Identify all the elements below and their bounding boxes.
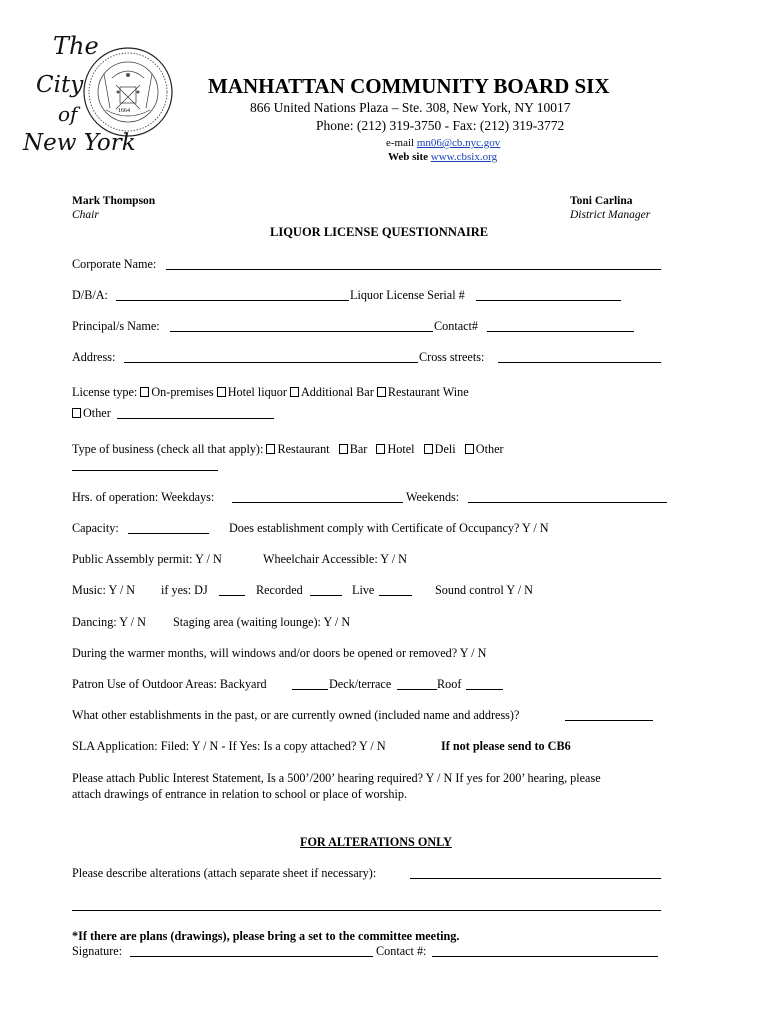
wheelchair-question: Wheelchair Accessible: Y / N xyxy=(263,552,407,566)
cross-streets-label: Cross streets: xyxy=(419,350,485,364)
contact-label: Contact# xyxy=(434,319,479,333)
public-interest-line1: Please attach Public Interest Statement, Is a 500’/200’ hearing required? Y / N If yes for 200’ hearing, please xyxy=(72,771,601,785)
weekends-label: Weekends: xyxy=(406,490,460,504)
address-label: Address: xyxy=(72,350,116,364)
hours-label: Hrs. of operation: Weekdays: xyxy=(72,490,215,504)
checkbox-icon[interactable] xyxy=(465,444,474,454)
website-link[interactable]: www.cbsix.org xyxy=(430,151,498,163)
contact2-field[interactable] xyxy=(432,944,658,957)
staging-question: Staging area (waiting lounge): Y / N xyxy=(173,615,351,629)
principal-field[interactable] xyxy=(170,319,433,332)
checkbox-icon[interactable] xyxy=(290,387,299,397)
plans-note: *If there are plans (drawings), please bring a set to the committee meeting. xyxy=(72,929,460,943)
signature-field[interactable] xyxy=(130,944,373,957)
business-option-deli[interactable]: Deli xyxy=(424,442,456,456)
sound-control-question: Sound control Y / N xyxy=(435,583,533,597)
checkbox-icon[interactable] xyxy=(424,444,433,454)
deck-label: Deck/terrace xyxy=(329,677,392,691)
alterations-field-1[interactable] xyxy=(410,866,661,879)
dm-title: District Manager xyxy=(570,209,651,221)
checkbox-icon[interactable] xyxy=(266,444,275,454)
license-option-restaurant-wine[interactable]: Restaurant Wine xyxy=(377,385,469,399)
business-option-restaurant[interactable]: Restaurant xyxy=(266,442,329,456)
corporate-name-label: Corporate Name: xyxy=(72,257,157,271)
sla-question: SLA Application: Filed: Y / N - If Yes: Is a copy attached? Y / N xyxy=(72,739,386,753)
serial-label: Liquor License Serial # xyxy=(350,288,465,302)
chair-title: Chair xyxy=(72,209,99,221)
chair-name: Mark Thompson xyxy=(72,195,156,207)
recorded-label: Recorded xyxy=(256,583,303,597)
dj-label: if yes: DJ xyxy=(161,583,208,597)
occupancy-question: Does establishment comply with Certificate of Occupancy? Y / N xyxy=(229,521,549,535)
license-option-other[interactable]: Other xyxy=(72,406,111,421)
checkbox-icon[interactable] xyxy=(140,387,149,397)
other-establishments-question: What other establishments in the past, or are currently owned (included name and address)? xyxy=(72,708,520,722)
weekdays-field[interactable] xyxy=(232,490,403,503)
checkbox-icon[interactable] xyxy=(376,444,385,454)
cross-streets-field[interactable] xyxy=(498,350,661,363)
other-establishments-field[interactable] xyxy=(565,708,653,721)
board-phone: Phone: (212) 319-3750 - Fax: (212) 319-3772 xyxy=(316,118,565,133)
alterations-title: FOR ALTERATIONS ONLY xyxy=(300,835,452,849)
license-option-hotel[interactable]: Hotel liquor xyxy=(217,385,287,399)
board-email xyxy=(386,137,500,149)
license-type-label: License type: xyxy=(72,385,138,399)
logo-word-city: City xyxy=(36,72,84,98)
board-title: MANHATTAN COMMUNITY BOARD SIX xyxy=(208,74,610,98)
windows-question: During the warmer months, will windows and/or doors be opened or removed? Y / N xyxy=(72,646,487,660)
signature-label: Signature: xyxy=(72,944,123,958)
contact-field[interactable] xyxy=(487,319,634,332)
checkbox-icon[interactable] xyxy=(72,408,81,418)
live-label: Live xyxy=(352,583,375,597)
business-type-row xyxy=(72,442,504,457)
license-type-row xyxy=(72,385,469,400)
license-other-field[interactable] xyxy=(117,406,274,419)
principal-label: Principal/s Name: xyxy=(72,319,160,333)
music-question: Music: Y / N xyxy=(72,583,136,597)
dba-label: D/B/A: xyxy=(72,288,108,302)
city-seal-logo xyxy=(20,30,180,165)
live-field[interactable] xyxy=(379,583,412,596)
serial-field[interactable] xyxy=(476,288,621,301)
public-interest-line2: attach drawings of entrance in relation to school or place of worship. xyxy=(72,787,408,801)
capacity-field[interactable] xyxy=(128,521,209,534)
license-option-on-premises[interactable]: On-premises xyxy=(140,385,213,399)
license-option-additional-bar[interactable]: Additional Bar xyxy=(290,385,374,399)
alterations-field-2[interactable] xyxy=(72,898,661,911)
business-option-hotel[interactable]: Hotel xyxy=(376,442,414,456)
roof-field[interactable] xyxy=(466,677,503,690)
logo-word-the: The xyxy=(53,32,99,60)
board-address: 866 United Nations Plaza – Ste. 308, New York, NY 10017 xyxy=(250,100,571,115)
backyard-field[interactable] xyxy=(292,677,328,690)
capacity-label: Capacity: xyxy=(72,521,119,535)
website-label: Web site xyxy=(388,151,431,163)
outdoor-label: Patron Use of Outdoor Areas: Backyard xyxy=(72,677,267,691)
dancing-question: Dancing: Y / N xyxy=(72,615,146,629)
dj-field[interactable] xyxy=(219,583,245,596)
roof-label: Roof xyxy=(437,677,462,691)
business-type-label: Type of business (check all that apply): xyxy=(72,442,264,456)
checkbox-icon[interactable] xyxy=(217,387,226,397)
address-field[interactable] xyxy=(124,350,418,363)
dm-name: Toni Carlina xyxy=(570,195,633,207)
checkbox-icon[interactable] xyxy=(339,444,348,454)
checkbox-icon[interactable] xyxy=(377,387,386,397)
logo-word-of: of xyxy=(58,102,78,126)
board-website xyxy=(388,151,497,163)
business-option-bar[interactable]: Bar xyxy=(339,442,368,456)
alterations-label: Please describe alterations (attach separate sheet if necessary): xyxy=(72,866,377,880)
form-title: LIQUOR LICENSE QUESTIONNAIRE xyxy=(270,225,489,239)
dba-field[interactable] xyxy=(116,288,349,301)
business-option-other[interactable]: Other xyxy=(465,442,504,456)
assembly-question: Public Assembly permit: Y / N xyxy=(72,552,222,566)
seal-year: 1664 xyxy=(118,108,130,114)
email-link[interactable]: mn06@cb.nyc.gov xyxy=(416,137,501,149)
logo-word-new-york: New York xyxy=(23,130,136,156)
weekends-field[interactable] xyxy=(468,490,667,503)
recorded-field[interactable] xyxy=(310,583,342,596)
email-label: e-mail xyxy=(386,137,417,149)
contact2-label: Contact #: xyxy=(376,944,427,958)
business-other-field[interactable] xyxy=(72,458,218,471)
deck-field[interactable] xyxy=(397,677,437,690)
corporate-name-field[interactable] xyxy=(166,257,661,270)
sla-note: If not please send to CB6 xyxy=(441,739,571,753)
